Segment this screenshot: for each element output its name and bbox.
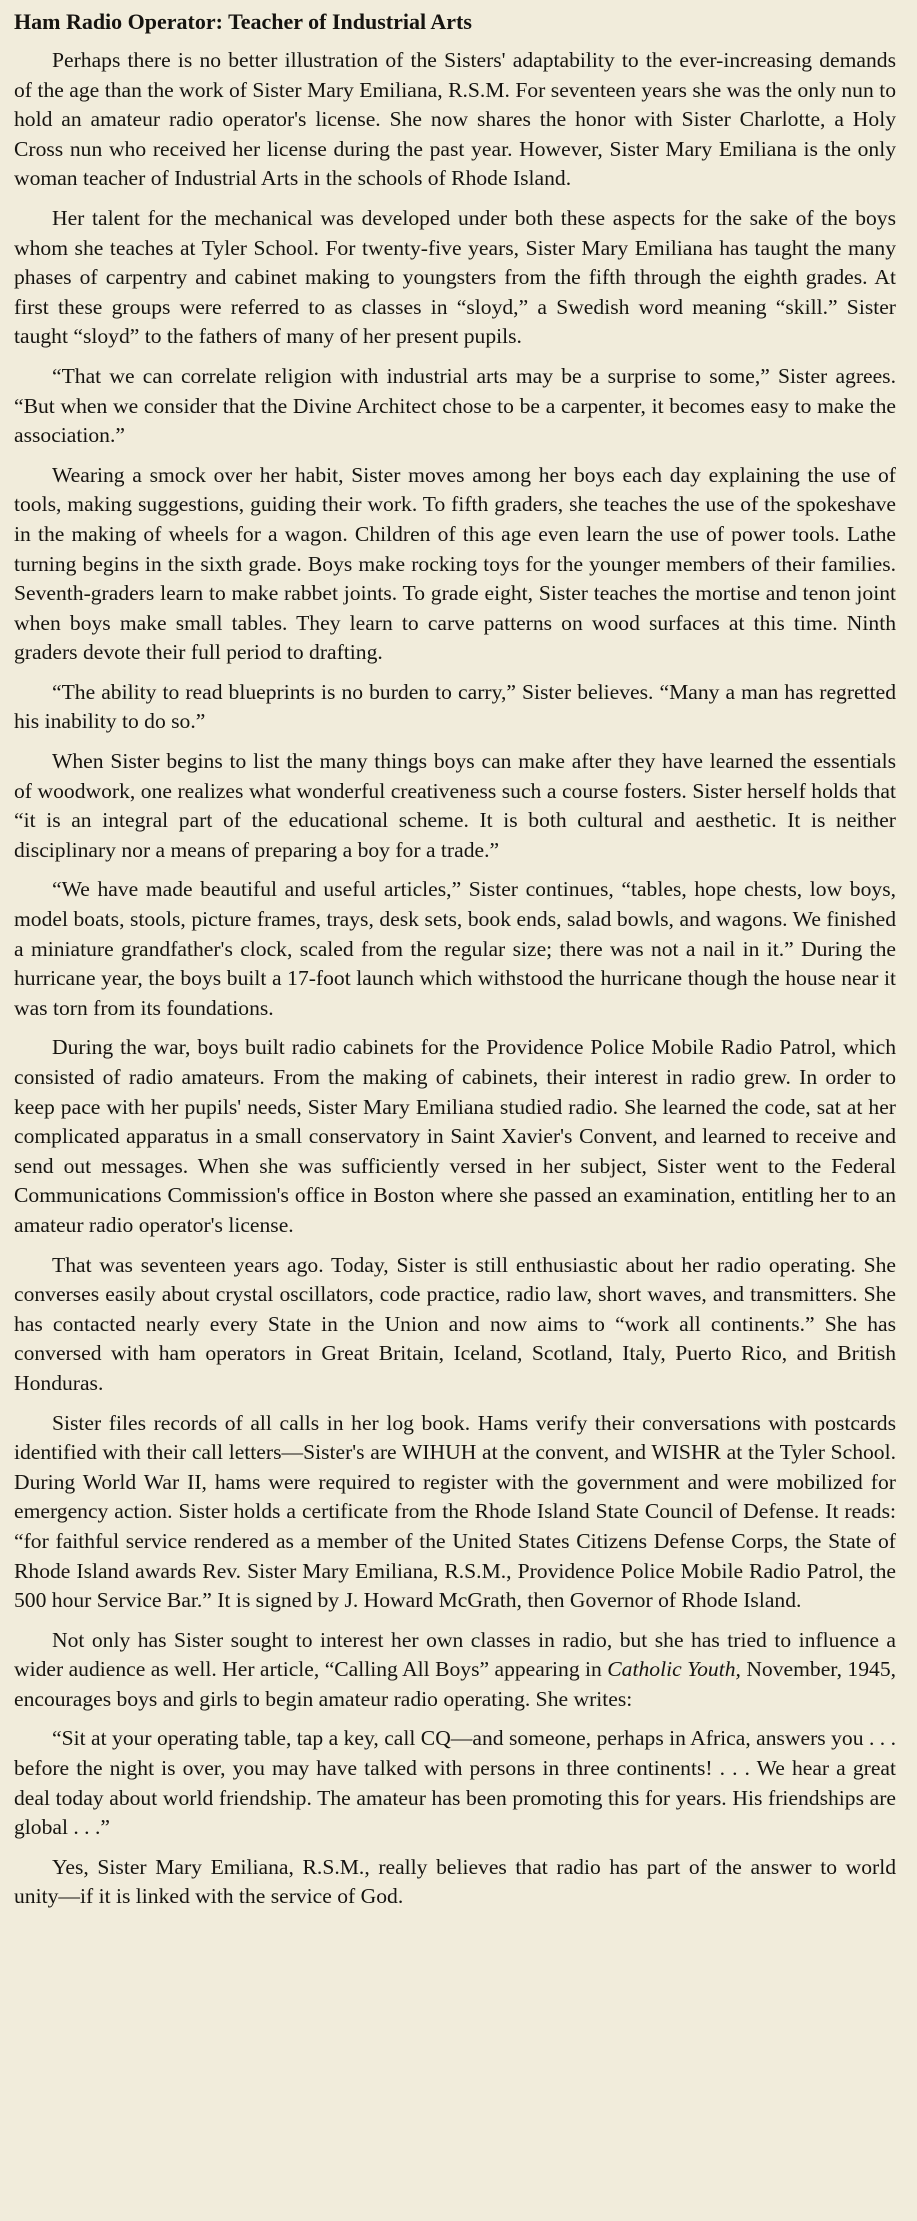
paragraph-article: [14, 1626, 896, 1715]
article-page: [14, 6, 896, 1912]
paragraph-articles: “We have made beautiful and useful articles,” Sister continues, “tables, hope chests, low boys, model boats, stools, picture frames, trays, desk sets, book ends, salad bowls, and wagons. We finished a miniature grandfather's clock, scaled from the regular size; there was not a nail in it.” During the hurricane year, the boys built a 17-foot launch which withstood the hurricane though the house near it was torn from its foundations.: [14, 877, 896, 1020]
paragraph-quote: “Sit at your operating table, tap a key, call CQ—and someone, perhaps in Africa, answers you . . . before the night is over, you may have talked with persons in three continents! . . . We hear a great deal today about world friendship. The amateur has been promoting this for years. His friendships are global . . .”: [14, 1726, 896, 1840]
paragraph-talent: Her talent for the mechanical was developed under both these aspects for the sake of the boys whom she teaches at Tyler School. For twenty-five years, Sister Mary Emiliana has taught the many phases of carpentry and cabinet making to youngsters from the fifth through the eighth grades. At first these groups were referred to as classes in “sloyd,” a Swedish word meaning “skill.” Sister taught “sloyd” to the fathers of many of her present pupils.: [14, 205, 896, 349]
article-text-after: November, 1945, encourages boys and girls to begin amateur radio operating. She writes:: [14, 1657, 897, 1711]
paragraph-log-book: Sister files records of all calls in her log book. Hams verify their conversations with postcards identified with their call letters—Sister's are WIHUH at the convent, and WISHR at the Tyler School. During World War II, hams were required to register with the government and were mobilized for emergency action. Sister holds a certificate from the Rhode Island State Council of Defense. It reads: “for faithful service rendered as a member of the United States Citizens Defense Corps, the State of Rhode Island awards Rev. Sister Mary Emiliana, R.S.M., Providence Police Mobile Radio Patrol, the 500 hour Service Bar.” It is signed by J. Howard McGrath, then Governor of Rhode Island.: [14, 1410, 896, 1613]
paragraph-intro: Perhaps there is no better illustration of the Sisters' adaptability to the ever-increasing demands of the age than the work of Sister Mary Emiliana, R.S.M. For seventeen years she was the only nun to hold an amateur radio operator's license. She now shares the honor with Sister Charlotte, a Holy Cross nun who received her license during the past year. However, Sister Mary Emiliana is the only woman teacher of Industrial Arts in the schools of Rhode Island.: [14, 48, 896, 191]
paragraph-religion: “That we can correlate religion with industrial arts may be a surprise to some,” Sister agrees. “But when we consider that the Divine Architect chose to be a carpenter, it becomes easy to make the association.”: [14, 363, 896, 448]
publication-title: Catholic Youth,: [607, 1657, 741, 1682]
paragraph-creativeness: When Sister begins to list the many things boys can make after they have learned the essentials of woodwork, one realizes what wonderful creativeness such a course fosters. Sister herself holds that “it is an integral part of the educational scheme. It is both cultural and aesthetic. It is neither disciplinary nor a means of preparing a boy for a trade.”: [14, 749, 896, 862]
paragraph-smock: Wearing a smock over her habit, Sister moves among her boys each day explaining the use of tools, making suggestions, guiding their work. To fifth graders, she teaches the use of the spokeshave in the making of wheels for a wagon. Children of this age even learn the use of power tools. Lathe turning begins in the sixth grade. Boys make rocking toys for the younger members of their families. Seventh-graders learn to make rabbet joints. To grade eight, Sister teaches the mortise and tenon joint when boys make small tables. They learn to carve patterns on wood surfaces at this time. Ninth graders devote their full period to drafting.: [14, 462, 896, 665]
paragraph-blueprints: “The ability to read blueprints is no burden to carry,” Sister believes. “Many a man has regretted his inability to do so.”: [14, 679, 896, 734]
paragraph-closing: Yes, Sister Mary Emiliana, R.S.M., really believes that radio has part of the answer to world unity—if it is linked with the service of God.: [14, 1854, 896, 1909]
article-text-before: Not only has Sister sought to interest her own classes in radio, but she has tried to influence a wider audience as well. Her article, “Calling All Boys” appearing in: [14, 1627, 896, 1682]
paragraph-seventeen-years: That was seventeen years ago. Today, Sister is still enthusiastic about her radio operating. She converses easily about crystal oscillators, code practice, radio law, short waves, and transmitters. She has contacted nearly every State in the Union and now aims to “work all continents.” She has conversed with ham operators in Great Britain, Iceland, Scotland, Italy, Puerto Rico, and British Honduras.: [14, 1252, 896, 1395]
paragraph-war: During the war, boys built radio cabinets for the Providence Police Mobile Radio Patrol, which consisted of radio amateurs. From the making of cabinets, their interest in radio grew. In order to keep pace with her pupils' needs, Sister Mary Emiliana studied radio. She learned the code, sat at her complicated apparatus in a small conservatory in Saint Xavier's Convent, and learned to receive and send out messages. When she was sufficiently versed in her subject, Sister went to the Federal Communications Commission's office in Boston where she passed an examination, entitling her to an amateur radio operator's license.: [14, 1035, 896, 1237]
article-title: Ham Radio Operator: Teacher of Industrial Arts: [14, 9, 472, 34]
